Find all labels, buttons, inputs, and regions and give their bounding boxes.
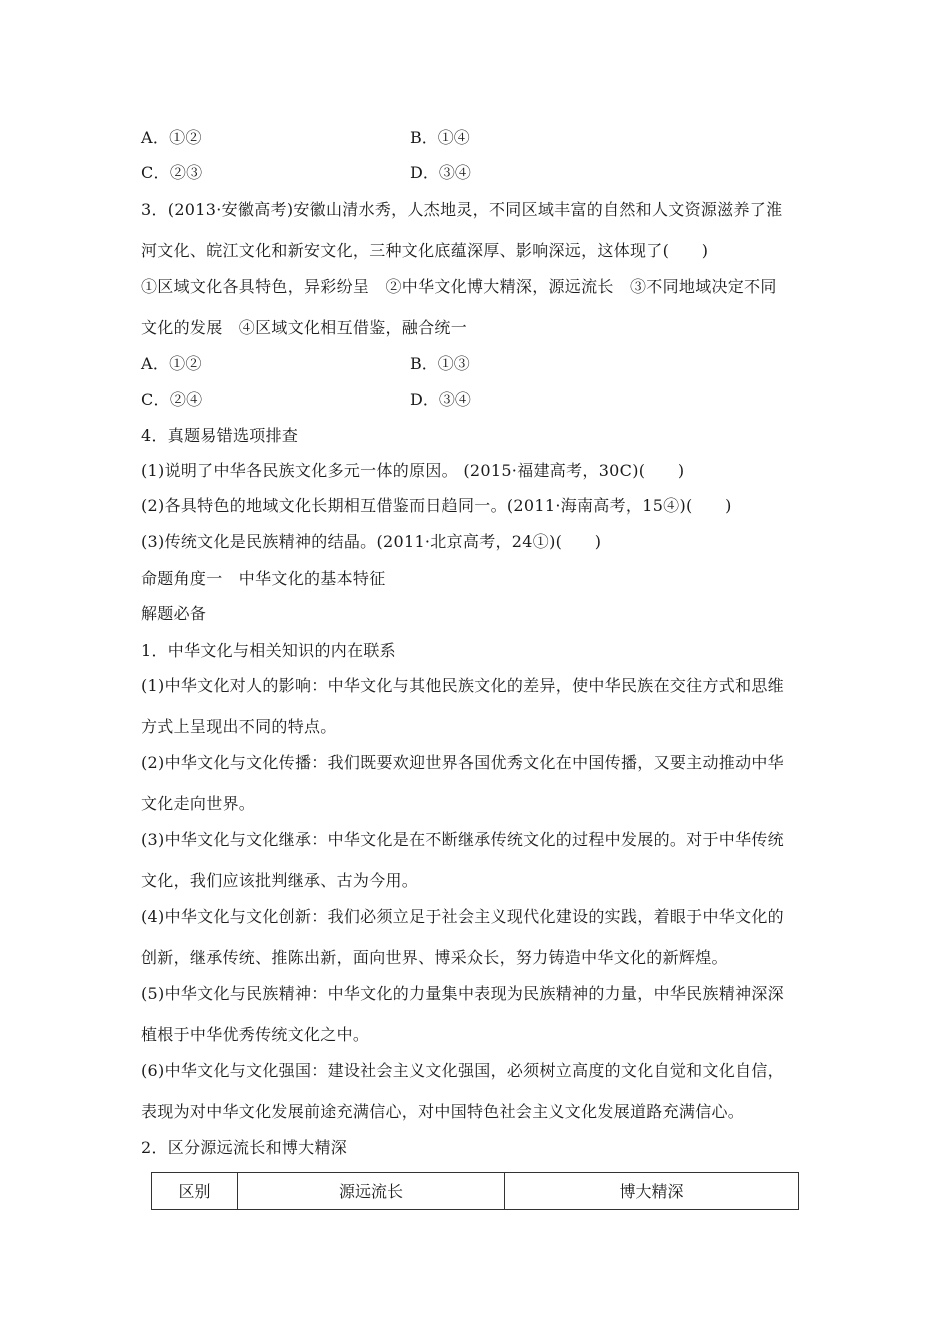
q4-item-1: (1)说明了中华各民族文化多元一体的原因。 (2015·福建高考，30C)( ): [141, 461, 685, 480]
point2-title: 2．区分源远流长和博大精深: [141, 1138, 348, 1157]
q3-items-line1: ①区域文化各具特色，异彩纷呈 ②中华文化博大精深，源远流长 ③不同地域决定不同: [141, 277, 777, 296]
point1-item6-line1: (6)中华文化与文化强国：建设社会主义文化强国，必须树立高度的文化自觉和文化自信，: [141, 1061, 784, 1080]
point1-title: 1．中华文化与相关知识的内在联系: [141, 641, 396, 660]
point1-item2-line2: 文化走向世界。: [141, 794, 256, 813]
q2-option-d: D．③④: [410, 163, 471, 182]
q4-item-3: (3)传统文化是民族精神的结晶。(2011·北京高考，24①)( ): [141, 532, 602, 551]
q3-option-d: D．③④: [410, 390, 471, 409]
q2-option-b: B．①④: [410, 128, 470, 147]
point1-item3-line1: (3)中华文化与文化继承：中华文化是在不断继承传统文化的过程中发展的。对于中华传统: [141, 830, 784, 849]
point1-item1-line2: 方式上呈现出不同的特点。: [141, 717, 337, 736]
point1-item4-line2: 创新，继承传统、推陈出新，面向世界、博采众长，努力铸造中华文化的新辉煌。: [141, 948, 728, 967]
q3-option-c: C．②④: [141, 390, 203, 409]
q3-items-line2: 文化的发展 ④区域文化相互借鉴，融合统一: [141, 318, 468, 337]
q4-item-2: (2)各具特色的地域文化长期相互借鉴而日趋同一。(2011·海南高考，15④)( ): [141, 496, 732, 515]
q2-option-c: C．②③: [141, 163, 203, 182]
point1-item5-line2: 植根于中华优秀传统文化之中。: [141, 1025, 370, 1044]
q4-title: 4．真题易错选项排查: [141, 426, 299, 445]
table-header-row: [152, 1173, 799, 1210]
table-header-cell: 博大精深: [505, 1173, 799, 1210]
angle-title: 命题角度一 中华文化的基本特征: [141, 569, 386, 588]
q3-option-b: B．①③: [410, 354, 470, 373]
prep-title: 解题必备: [141, 604, 207, 623]
comparison-table: [151, 1172, 799, 1210]
point1-item2-line1: (2)中华文化与文化传播：我们既要欢迎世界各国优秀文化在中国传播，又要主动推动中华: [141, 753, 784, 772]
q2-option-a: A．①②: [141, 128, 202, 147]
q3-stem-line2: 河文化、皖江文化和新安文化，三种文化底蕴深厚、影响深远，这体现了( ): [141, 241, 709, 260]
point1-item1-line1: (1)中华文化对人的影响：中华文化与其他民族文化的差异，使中华民族在交往方式和思维: [141, 676, 784, 695]
point1-item6-line2: 表现为对中华文化发展前途充满信心，对中国特色社会主义文化发展道路充满信心。: [141, 1102, 745, 1121]
point1-item4-line1: (4)中华文化与文化创新：我们必须立足于社会主义现代化建设的实践，着眼于中华文化的: [141, 907, 784, 926]
q3-stem-line1: 3．(2013·安徽高考)安徽山清水秀，人杰地灵，不同区域丰富的自然和人文资源滋养了淮: [141, 200, 783, 219]
point1-item5-line1: (5)中华文化与民族精神：中华文化的力量集中表现为民族精神的力量，中华民族精神深深: [141, 984, 784, 1003]
table-header-cell: 源远流长: [238, 1173, 505, 1210]
table-header-cell: 区别: [152, 1173, 238, 1210]
point1-item3-line2: 文化，我们应该批判继承、古为今用。: [141, 871, 419, 890]
q3-option-a: A．①②: [141, 354, 202, 373]
